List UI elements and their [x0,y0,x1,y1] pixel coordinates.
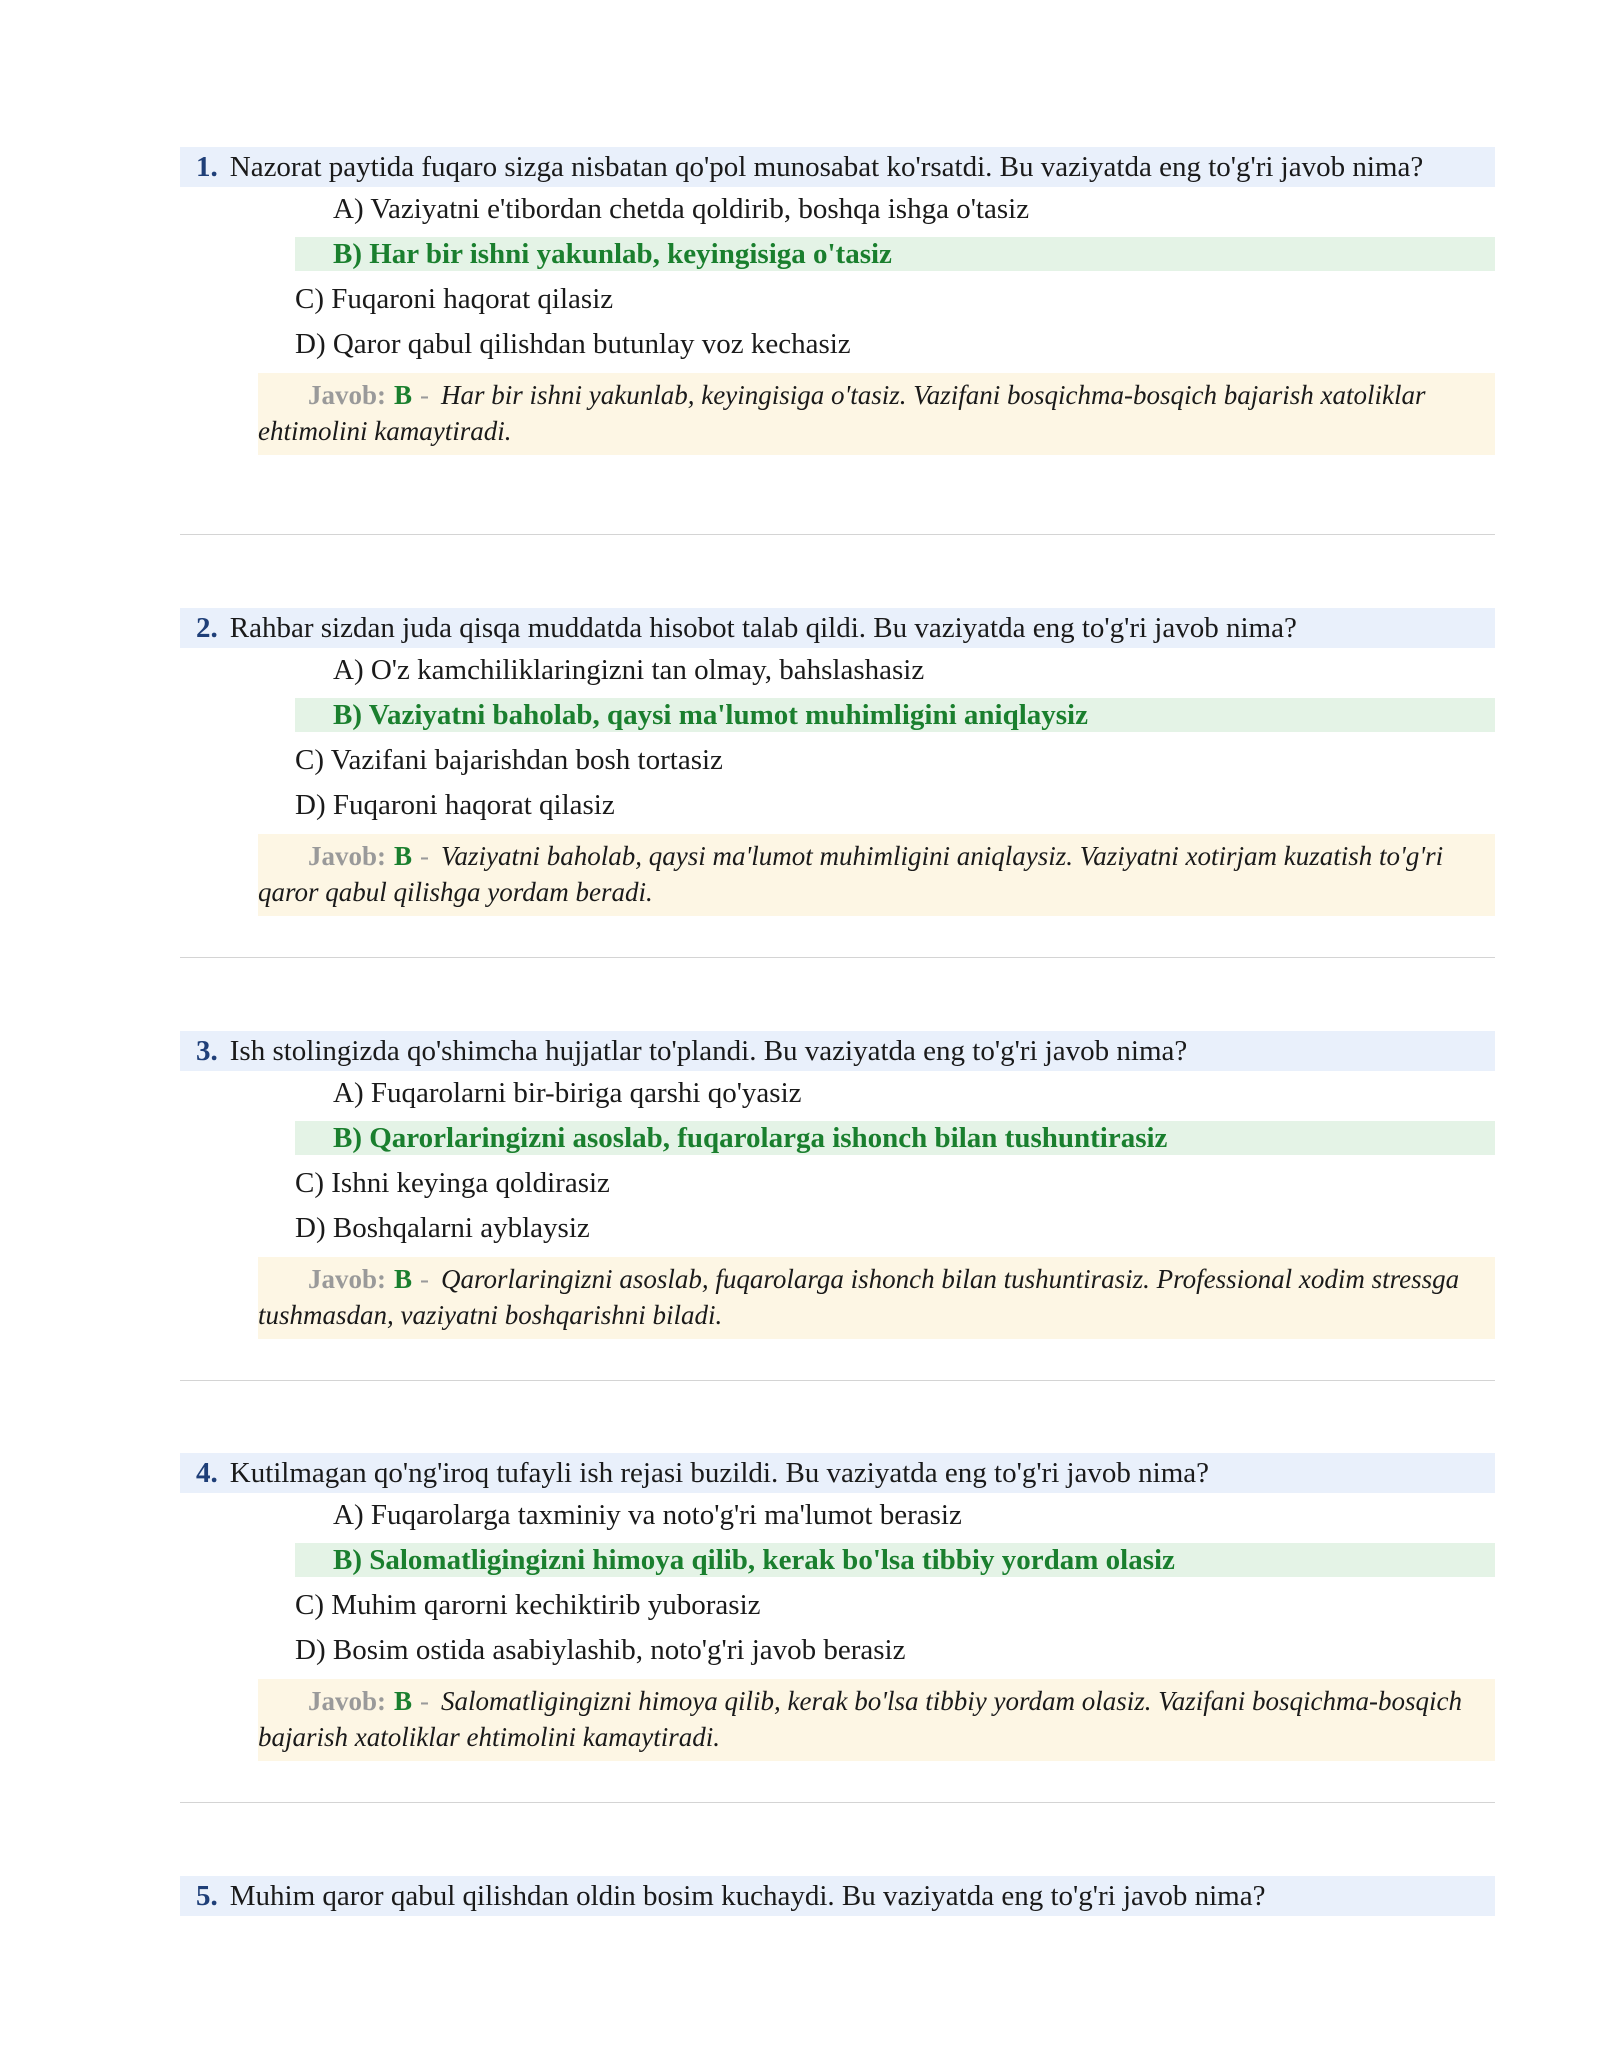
question-5-heading [180,1876,1495,1916]
question-2-answer: Javob: B - Vaziyatni baholab, qaysi ma'lumot muhimligini aniqlaysiz. Vaziyatni xotirjam kuzatish to'g'ri qaror qabul qilishga yordam beradi. [258,834,1495,916]
answer-letter: B [394,1264,413,1294]
question-2-option-d[interactable]: D) Fuqaroni haqorat qilasiz [295,789,615,821]
question-5-text: Muhim qaror qabul qilishdan oldin bosim kuchaydi. Bu vaziyatda eng to'g'ri javob nima? [229,1880,1266,1912]
answer-letter: B [394,380,413,410]
answer-label: Javob: [308,1686,387,1716]
question-3-option-a[interactable]: A) Fuqarolarni bir-biriga qarshi qo'yasiz [333,1077,802,1109]
question-2-text: Rahbar sizdan juda qisqa muddatda hisobot talab qildi. Bu vaziyatda eng to'g'ri javob nima? [229,612,1297,644]
question-2-option-a[interactable]: A) O'z kamchiliklaringizni tan olmay, bahslashasiz [333,654,925,686]
question-1-option-a[interactable]: A) Vaziyatni e'tibordan chetda qoldirib, boshqa ishga o'tasiz [333,193,1030,225]
answer-label: Javob: [308,380,387,410]
question-4-number: 4. [196,1457,218,1489]
question-4-option-c[interactable]: C) Muhim qarorni kechiktirib yuborasiz [295,1589,761,1621]
question-3-option-c[interactable]: C) Ishni keyinga qoldirasiz [295,1167,610,1199]
question-2-option-b-correct[interactable]: B) Vaziyatni baholab, qaysi ma'lumot muhimligini aniqlaysiz [180,693,1495,738]
divider [180,1380,1495,1381]
answer-label: Javob: [308,1264,387,1294]
question-2-number: 2. [196,612,218,644]
divider [180,957,1495,958]
divider [180,1802,1495,1803]
question-3-number: 3. [196,1035,218,1067]
question-3-option-d[interactable]: D) Boshqalarni ayblaysiz [295,1212,590,1244]
question-1-answer: Javob: B - Har bir ishni yakunlab, keyingisiga o'tasiz. Vazifani bosqichma-bosqich bajarish xatoliklar ehtimolini kamaytiradi. [258,373,1495,455]
question-3-option-b-correct[interactable]: B) Qarorlaringizni asoslab, fuqarolarga ishonch bilan tushuntirasiz [180,1116,1495,1161]
question-1-option-b-correct[interactable]: B) Har bir ishni yakunlab, keyingisiga o'tasiz [180,232,1495,277]
question-4-heading [180,1453,1495,1493]
question-3-heading [180,1031,1495,1071]
question-1-option-d[interactable]: D) Qaror qabul qilishdan butunlay voz kechasiz [295,328,851,360]
answer-letter: B [394,1686,413,1716]
question-1 [180,147,1495,455]
question-1-number: 1. [196,151,218,183]
answer-explanation: Salomatligingizni himoya qilib, kerak bo'lsa tibbiy yordam olasiz. Vazifani bosqichma-bosqich bajarish xatoliklar ehtimolini kamaytiradi. [258,1686,1463,1752]
question-1-heading [180,147,1495,187]
question-4-text: Kutilmagan qo'ng'iroq tufayli ish rejasi buzildi. Bu vaziyatda eng to'g'ri javob nima? [229,1457,1210,1489]
question-3-answer: Javob: B - Qarorlaringizni asoslab, fuqarolarga ishonch bilan tushuntirasiz. Professional xodim stressga tushmasdan, vaziyatni boshqarishni biladi. [258,1257,1495,1339]
answer-explanation: Vaziyatni baholab, qaysi ma'lumot muhimligini aniqlaysiz. Vaziyatni xotirjam kuzatish to'g'ri qaror qabul qilishga yordam beradi. [258,841,1444,907]
question-4-answer: Javob: B - Salomatligingizni himoya qilib, kerak bo'lsa tibbiy yordam olasiz. Vazifani bosqichma-bosqich bajarish xatoliklar ehtimolini kamaytiradi. [258,1679,1495,1761]
divider [180,534,1495,535]
question-2-option-c[interactable]: C) Vazifani bajarishdan bosh tortasiz [295,744,723,776]
question-4-option-a[interactable]: A) Fuqarolarga taxminiy va noto'g'ri ma'lumot berasiz [333,1499,962,1531]
question-1-option-c[interactable]: C) Fuqaroni haqorat qilasiz [295,283,614,315]
question-5-number: 5. [196,1880,218,1912]
question-4-option-d[interactable]: D) Bosim ostida asabiylashib, noto'g'ri javob berasiz [295,1634,906,1666]
question-1-text: Nazorat paytida fuqaro sizga nisbatan qo'pol munosabat ko'rsatdi. Bu vaziyatda eng to'g'ri javob nima? [229,151,1424,183]
answer-explanation: Qarorlaringizni asoslab, fuqarolarga ishonch bilan tushuntirasiz. Professional xodim stressga tushmasdan, vaziyatni boshqarishni biladi. [258,1264,1460,1330]
answer-label: Javob: [308,841,387,871]
question-3 [180,1031,1495,1339]
question-2 [180,608,1495,916]
question-4-option-b-correct[interactable]: B) Salomatligingizni himoya qilib, kerak bo'lsa tibbiy yordam olasiz [180,1538,1495,1583]
question-3-text: Ish stolingizda qo'shimcha hujjatlar to'plandi. Bu vaziyatda eng to'g'ri javob nima? [229,1035,1188,1067]
answer-explanation: Har bir ishni yakunlab, keyingisiga o'tasiz. Vazifani bosqichma-bosqich bajarish xatoliklar ehtimolini kamaytiradi. [258,380,1426,446]
answer-letter: B [394,841,413,871]
question-4 [180,1453,1495,1761]
question-5 [180,1876,1495,1916]
question-2-heading [180,608,1495,648]
